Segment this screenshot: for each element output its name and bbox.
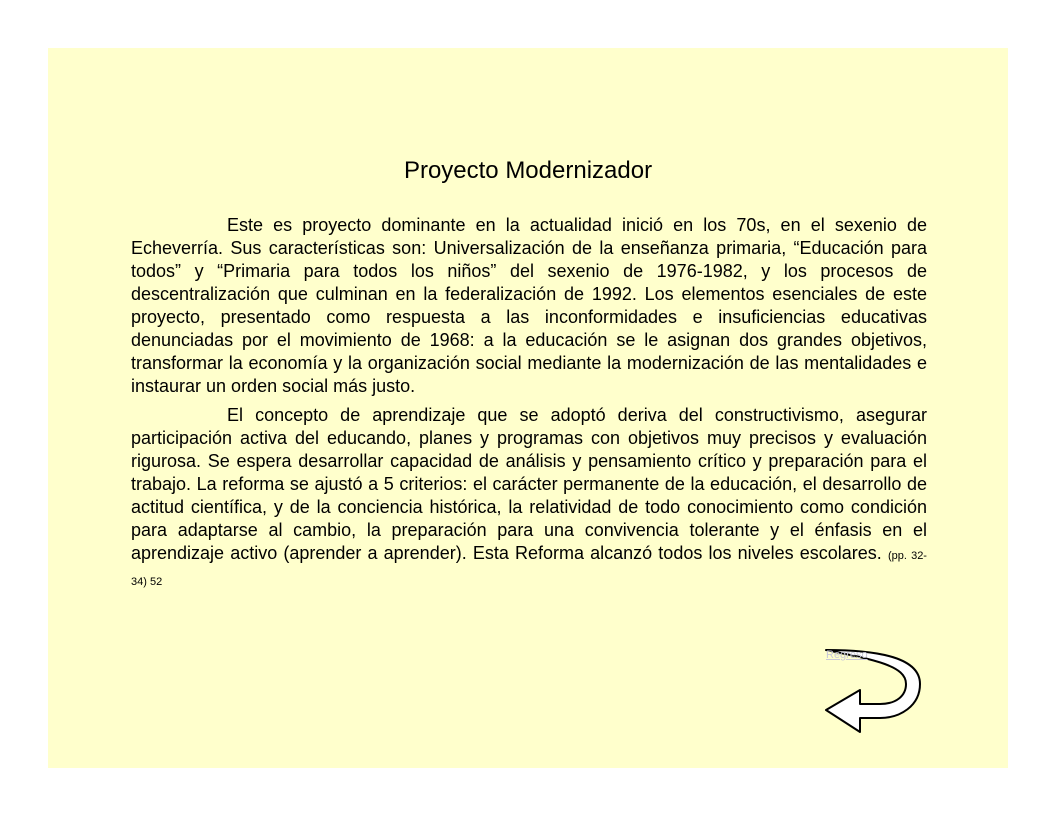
slide-body — [131, 214, 927, 594]
paragraph-2-text: El concepto de aprendizaje que se adoptó deriva del constructivismo, asegurar participación activa del educando, planes y programas con objetivos muy precisos y evaluación rigurosa. Se espera desarrollar capacidad de análisis y pensamiento crítico y preparación para el trabajo. La reforma se ajustó a 5 criterios: el carácter permanente de la educación, el desarrollo de actitud científica, y de la conciencia histórica, la relatividad de todo conocimiento como condición para adaptarse al cambio, la preparación para una convivencia tolerante y el énfasis en el aprendizaje activo (aprender a aprender). Esta Reforma alcanzó todos los niveles escolares. — [131, 405, 927, 563]
slide — [48, 48, 1008, 768]
paragraph-2 — [131, 404, 927, 594]
slide-title: Proyecto Modernizador — [403, 157, 653, 184]
return-link[interactable]: Regreso — [826, 649, 868, 661]
paragraph-1: Este es proyecto dominante en la actualidad inició en los 70s, en el sexenio de Echeverría. Sus características son: Universalización de la enseñanza primaria, “Educación para todos” y “Primaria para todos los niños” del sexenio de 1976-1982, y los procesos de descentralización que culminan en la federalización de 1992. Los elementos esenciales de este proyecto, presentado como respuesta a las inconformidades e insuficiencias educativas denunciadas por el movimiento de 1968: a la educación se le asignan dos grandes objetivos, transformar la economía y la organización social mediante la modernización de las mentalidades e instaurar un orden social más justo. — [131, 215, 927, 396]
citation: (pp. 32-34) 52 — [131, 550, 927, 588]
